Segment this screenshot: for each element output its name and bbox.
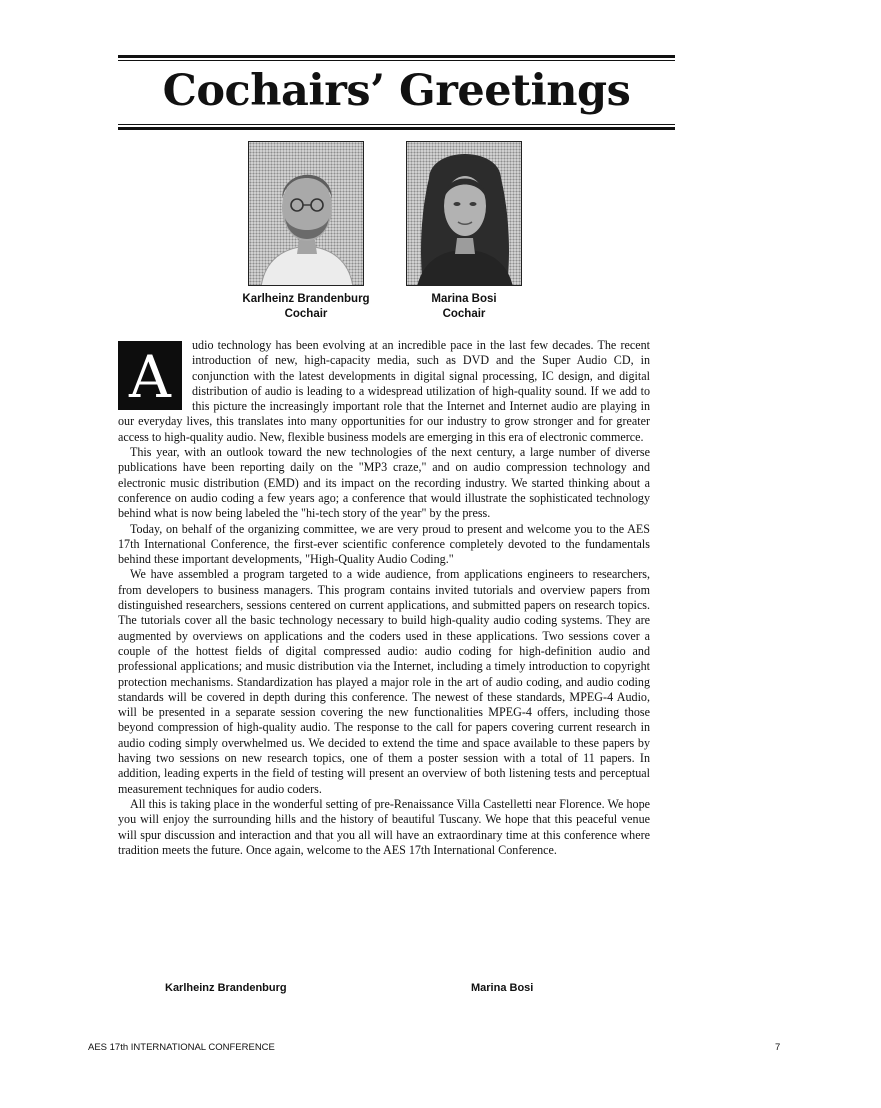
bosi-photo xyxy=(406,141,522,286)
signature-brandenburg: Karlheinz Brandenburg xyxy=(165,982,287,994)
paragraph-4: We have assembled a program targeted to a wide audience, from applications engineers to researchers, from developers to business managers. This program contains invited tutorials and overview papers from distinguished researchers, sessions centered on current applications, and submitted papers on research topics. The tutorials cover all the basic technology necessary to build high-quality audio coding systems. They are augmented by overviews on applications and the coders used in these applications. Two sessions cover a couple of the hottest fields of digital compressed audio: audio coding for high-definition audio and professional applications; and music distribution via the Internet, including a timely introduction to copyright protection mechanisms. Standardization has played a major role in the art of audio coding, and audio coding standards will be covered in depth during this conference. The newest of these standards, MPEG-4 Audio, will be presented in a separate session covering the new functionalities MPEG-4 offers, including those beyond compression of high-quality audio. The response to the call for papers covering current research in audio coding simply overwhelmed us. We decided to extend the time and space available to these papers by having two sessions on new research topics, one of them a poster session with a total of 11 papers. In addition, leading experts in the field of testing will present an overview of both listening tests and perceptual measurement techniques for audio coders. xyxy=(118,567,650,796)
signature-bosi: Marina Bosi xyxy=(471,982,534,994)
bosi-caption-role: Cochair xyxy=(442,308,486,320)
brandenburg-caption xyxy=(226,292,386,322)
brandenburg-caption-role: Cochair xyxy=(284,308,328,320)
paragraph-5: All this is taking place in the wonderful setting of pre-Renaissance Villa Castelletti near Florence. We hope you will enjoy the surrounding hills and the history of beautiful Tuscany. We hope that this peaceful venue will spur discussion and interaction and that you all will have an extraordinary time at this conference where tradition meets the future. Once again, welcome to the AES 17th International Conference. xyxy=(118,796,650,857)
page-title: Cochairs’ Greetings xyxy=(162,66,631,116)
paragraph-1: udio technology has been evolving at an incredible pace in the last few decades. The recent introduction of new, high-capacity media, such as DVD and the Super Audio CD, in conjunction with the latest developments in digital signal processing, IC design, and digital distribution of audio is leading to a widespread utilization of high-quality sound. If we add to this picture the increasingly important role that the Internet and Internet audio are playing in our everyday lives, this translates into many opportunities for our industry to grow stronger and for greater access to high-quality audio. New, flexible business models are emerging in this era of electronic commerce. xyxy=(118,338,650,444)
article-body xyxy=(118,338,650,858)
title-rule-bottom xyxy=(118,127,675,130)
bosi-caption-name: Marina Bosi xyxy=(431,293,497,305)
footer-conference: AES 17th INTERNATIONAL CONFERENCE xyxy=(88,1042,275,1053)
drop-cap-spacer xyxy=(118,338,192,413)
title-rule-top-thin xyxy=(118,60,675,61)
brandenburg-photo xyxy=(248,141,364,286)
title-rule-top xyxy=(118,55,675,58)
paragraph-3: Today, on behalf of the organizing committee, we are very proud to present and welcome you to the AES 17th International Conference, the first-ever scientific conference completely devoted to the fundamentals behind these important developments, "High-Quality Audio Coding." xyxy=(118,521,650,567)
bosi-caption xyxy=(384,292,544,322)
title-rule-bottom-thin xyxy=(118,124,675,125)
page-number: 7 xyxy=(775,1042,781,1053)
drop-cap-letter: A xyxy=(118,341,182,410)
paragraph-2: This year, with an outlook toward the new technologies of the next century, a large number of diverse publications have been reporting daily on the "MP3 craze," and on audio compression technology and electronic music distribution (EMD) and its impact on the recording industry. We started thinking about a conference on audio coding a few years ago; a conference that would illustrate the sophisticated technology behind what is now being labeled the "hi-tech story of the year" by the press. xyxy=(118,445,650,521)
brandenburg-caption-name: Karlheinz Brandenburg xyxy=(242,293,370,305)
